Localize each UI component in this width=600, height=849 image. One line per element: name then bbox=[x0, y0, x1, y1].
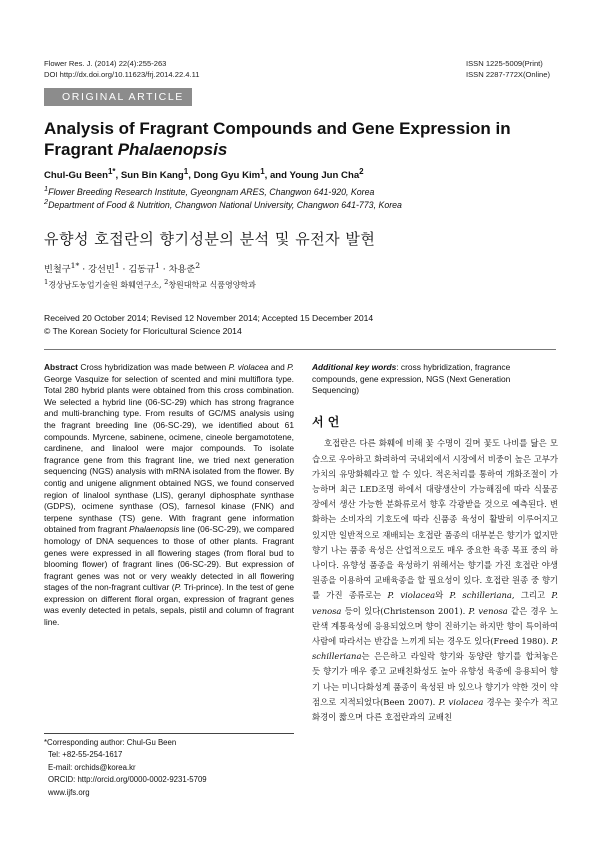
telephone: Tel: +82-55-254-1617 bbox=[48, 750, 123, 760]
korean-author-2-affil: 1 bbox=[114, 261, 120, 270]
intro-species: P. schilleriana bbox=[312, 636, 558, 662]
korean-author-list bbox=[44, 261, 200, 275]
title-prefix: Fragrant bbox=[44, 140, 118, 159]
abstract-text: Cross hybridization was made between bbox=[77, 362, 229, 372]
author-list bbox=[44, 167, 364, 181]
title-line-1: Analysis of Fragrant Compounds and Gene Expression in bbox=[44, 119, 511, 138]
affiliation-1-number: 1 bbox=[44, 184, 49, 193]
journal-website-link[interactable]: www.ijfs.org bbox=[48, 787, 90, 797]
korean-author-3-affil: 1 bbox=[155, 261, 160, 270]
affiliation-2-number: 2 bbox=[44, 197, 49, 206]
korean-affiliation-1-number: 1 bbox=[44, 278, 49, 286]
abstract bbox=[44, 362, 294, 629]
orcid-link[interactable]: ORCID: http://orcid.org/0000-0002-9231-5709 bbox=[48, 775, 207, 785]
title-genus: Phalaenopsis bbox=[117, 140, 228, 159]
affiliation-2 bbox=[44, 196, 402, 211]
article-title bbox=[44, 118, 544, 160]
right-column bbox=[312, 362, 558, 725]
doi-link[interactable]: DOI http://dx.doi.org/10.11623/frj.2014.22.4.11 bbox=[44, 70, 200, 79]
intro-species: P. venosa bbox=[468, 605, 508, 616]
korean-author-1: 빈철구 bbox=[44, 264, 71, 276]
abstract-text: Tri-prince). In the test of gene expression on different floral organ, expression of fragrant genes was evenly detected in petals, sepals, pistil and column of fragrant line. bbox=[44, 582, 294, 628]
korean-author-4: · 차용준 bbox=[159, 264, 196, 276]
intro-heading: 서 언 bbox=[312, 414, 340, 429]
intro-text: 는 은은하고 라일락 향기와 동양란 향기를 합쳐놓은 듯 향기가 매우 좋고 교배친화성도 높아 유향성 육종에 응용되어 향기 나는 미니다화성계 품종이 육성된 바 있으나 향기가 약한 것이 약점으로 지적되었다(Been 2007). bbox=[312, 651, 558, 707]
issn-online: ISSN 2287-772X(Online) bbox=[466, 70, 550, 79]
corresponding-footnote bbox=[44, 737, 294, 799]
author-4: , and Young Jun Cha bbox=[264, 170, 360, 182]
abstract-label: Abstract bbox=[44, 362, 78, 372]
intro-species: P. violacea bbox=[438, 696, 484, 707]
section-divider bbox=[44, 349, 556, 350]
abstract-text: line (06-SC-29), we compared homology of DNA sequences to those of other plants. Fragrant genes were expressed in all flowering stages (from floral bud to blooming flower) of fragrant lines (06-SC-29). But expression of fragrant genes was not or very weakly detected in all flowering stages of the non-fragrant cultivar ( bbox=[44, 524, 294, 593]
received-dates: Received 20 October 2014; Revised 12 November 2014; Accepted 15 December 2014 bbox=[44, 313, 374, 323]
author-3-affil: 1 bbox=[260, 167, 265, 176]
keywords-label: Additional key words bbox=[312, 362, 397, 372]
issn-print: ISSN 1225-5009(Print) bbox=[466, 59, 543, 68]
abstract-species: P. bbox=[174, 582, 182, 593]
journal-citation: Flower Res. J. (2014) 22(4):255-263 bbox=[44, 59, 167, 68]
korean-affiliation-2-text: 창원대학교 식품영양학과 bbox=[168, 280, 256, 290]
affiliation-2-text: Department of Food & Nutrition, Changwon National University, Changwon 641-773, Korea bbox=[48, 199, 402, 210]
abstract-species: Phalaenopsis bbox=[129, 524, 180, 535]
abstract-species: P. violacea bbox=[228, 362, 269, 372]
footnote-divider bbox=[44, 733, 294, 734]
korean-affiliation bbox=[44, 278, 256, 291]
abstract-species: P. bbox=[287, 362, 294, 372]
author-4-affil: 2 bbox=[359, 167, 364, 176]
copyright-notice: © The Korean Society for Floricultural Science 2014 bbox=[44, 326, 242, 336]
keywords bbox=[312, 362, 558, 397]
corresponding-mark: * bbox=[112, 167, 116, 176]
korean-title: 유향성 호접란의 향기성분의 분석 및 유전자 발현 bbox=[44, 230, 376, 248]
intro-text: 호접란은 다른 화훼에 비해 꽃 수명이 길며 꽃도 나비를 닮은 모습으로 우아하고 화려하여 국내외에서 시장에서 비중이 높은 고부가가치의 유망화훼라고 할 수 있다. 적온처리를 통하여 개화조절이 가능하며 최근 LED조명 하에서 대량생산이 가능해짐에 따라 식물공장에서 생산 가능한 분화류로서 향후 각광받을 것으로 예측된다. 변화하는 소비자의 기호도에 따라 신품종 육성이 활발히 이루어지고 있지만 일반적으로 재배되는 호접란 품종의 대부분은 향기가 없지만 향기 나는 품종 육성은 산업적으로도 매우 중요한 육종 목표 중의 하나이다. 유향성 품종을 육성하기 위해서는 향기를 가진 호접란 야생원종을 이용하여 교배육종을 할 필요성이 있다. 호접란 원종 중 향기를 가진 종류로는 bbox=[312, 438, 558, 601]
korean-author-3: · 김동규 bbox=[119, 264, 155, 276]
intro-text: 같은 경우 노란색 계통육성에 응용되었으며 향이 진하기는 하지만 향이 특이하여 사람에 따라서는 반감을 느끼게 되는 경우도 있다(Freed 1980). bbox=[312, 605, 558, 647]
korean-author-4-affil: 2 bbox=[195, 261, 201, 270]
affiliation-1-text: Flower Breeding Research Institute, Gyeongnam ARES, Changwon 641-920, Korea bbox=[48, 186, 375, 197]
author-1: Chul-Gu Been bbox=[44, 170, 108, 182]
korean-affiliation-2-number: 2 bbox=[164, 278, 169, 286]
intro-text: 와 bbox=[435, 590, 450, 601]
intro-text: , 그리고 bbox=[511, 590, 552, 601]
intro-species: P. violacea bbox=[387, 590, 436, 601]
title-line-2 bbox=[44, 139, 544, 160]
intro-species: P. venosa bbox=[312, 590, 558, 616]
keywords-text: : cross hybridization, fragrance compounds, gene expression, NGS (Next Generation Sequencing) bbox=[312, 362, 511, 396]
intro-text: 경우는 꽃수가 적고 화경이 짧으며 다른 호접란과의 교배친 bbox=[312, 696, 558, 723]
abstract-text: and bbox=[268, 362, 288, 372]
author-3: , Dong Gyu Kim bbox=[188, 170, 261, 182]
author-1-affil: 1 bbox=[107, 167, 113, 176]
author-2: , Sun Bin Kang bbox=[115, 170, 184, 182]
corresponding-author: *Corresponding author: Chul-Gu Been bbox=[44, 738, 177, 747]
intro-species: P. schilleriana bbox=[449, 590, 512, 601]
korean-affiliation-1-text: 경상남도농업기술원 화훼연구소, bbox=[48, 280, 165, 290]
email-link[interactable]: E-mail: orchids@korea.kr bbox=[48, 762, 136, 772]
article-type-banner: ORIGINAL ARTICLE bbox=[44, 88, 192, 106]
intro-text: 등이 있다(Christenson 2001). bbox=[341, 605, 469, 616]
korean-author-2: · 강선빈 bbox=[79, 264, 115, 276]
author-2-affil: 1 bbox=[183, 167, 189, 176]
abstract-text: George Vasquize for selection of scented and mini multiflora type. Total 280 hybrid plants were obtained from this cross combination. We selected a hybrid line (06-SC-29) which has strong fragrance and multi-branching type. From results of GC/MS analysis using the fragrant breeding line (06-SC-29), we identified about 61 compounds. Myrcene, sabinene, ocimene, cineole bergamototene, cardinene, and linalool were major compounds. To isolate fragrance gene from this fragrant line, we tried next generation sequencing (NGS) analysis with mRNA isolated from the flower. By contig and unigene alignment obtained NGS, we found conserved region of linalool synthase (LIS), geranyl diphosphate synthase (GDPS), ocimene synthase (OS), farnesol kinase (FNK) and terpene synthase (TS) gene. With fragrant gene information obtained from fragrant bbox=[44, 373, 294, 535]
article-history bbox=[44, 312, 373, 338]
intro-paragraph bbox=[312, 436, 558, 725]
korean-author-1-affil: 1 bbox=[70, 261, 76, 270]
korean-corresponding-mark: * bbox=[75, 261, 80, 270]
